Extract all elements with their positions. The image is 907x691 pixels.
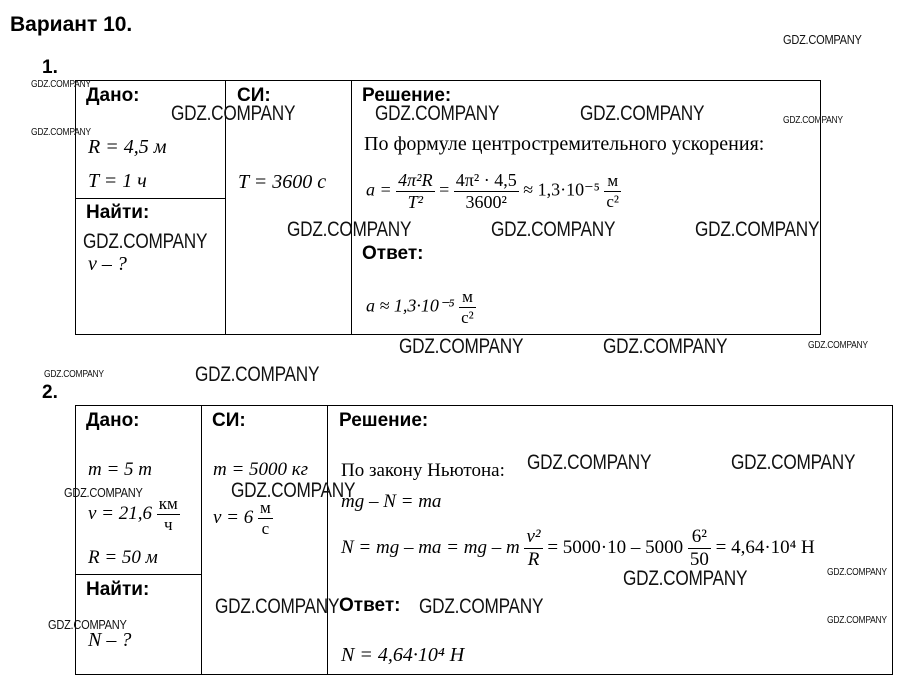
watermark: GDZ.COMPANY — [419, 595, 544, 618]
watermark: GDZ.COMPANY — [827, 567, 887, 578]
problem-1-answer-header: Ответ: — [362, 243, 424, 264]
watermark: GDZ.COMPANY — [375, 102, 500, 125]
problem-2-si-header: СИ: — [212, 410, 246, 431]
watermark: GDZ.COMPANY — [287, 218, 412, 241]
problem-1-find-header: Найти: — [86, 202, 150, 223]
watermark: GDZ.COMPANY — [31, 79, 91, 90]
watermark: GDZ.COMPANY — [623, 567, 748, 590]
watermark: GDZ.COMPANY — [44, 369, 104, 380]
watermark: GDZ.COMPANY — [195, 363, 320, 386]
answer-unit-fraction: $\frac{м}{\text{с²}}$ — [461, 287, 474, 327]
v2r-fraction: $\frac{\text{v²}}{R}$ — [526, 526, 541, 570]
watermark: GDZ.COMPANY — [171, 102, 296, 125]
problem-1-si-header: СИ: — [237, 85, 271, 106]
unit-fraction: $\frac{м}{\text{с²}}$ — [606, 171, 620, 211]
problem-2-given-m: m = 5 т — [88, 459, 153, 480]
page-title: Вариант 10. — [10, 13, 133, 36]
watermark: GDZ.COMPANY — [731, 451, 856, 474]
watermark: GDZ.COMPANY — [827, 615, 887, 626]
problem-2-given-r: R = 50 м — [88, 547, 158, 568]
problem-2-given-header: Дано: — [86, 410, 140, 431]
watermark: GDZ.COMPANY — [527, 451, 652, 474]
problem-1-solution-header: Решение: — [362, 85, 452, 106]
problem-1-number: 1. — [42, 57, 58, 78]
problem-2-solution-header: Решение: — [339, 410, 429, 431]
watermark: GDZ.COMPANY — [399, 335, 524, 358]
watermark: GDZ.COMPANY — [83, 230, 208, 253]
watermark: GDZ.COMPANY — [64, 485, 143, 500]
watermark: GDZ.COMPANY — [783, 115, 843, 126]
fraction-2: $\frac{\text{4π² · 4,5}}{\text{3600²}}$ — [455, 170, 517, 212]
problem-2-answer-header: Ответ: — [339, 595, 401, 616]
watermark: GDZ.COMPANY — [808, 340, 868, 351]
problem-1-equation: a = $\frac{\text{4π²R}}{\text{T²}}$ = $\frac{\text{4π² · 4,5}}{\text{3600²}}$ ≈ 1,3·10⁻⁵ $\frac{м}{\text{с²}}$ — [366, 170, 620, 212]
fraction-1: $\frac{\text{4π²R}}{\text{T²}}$ — [398, 170, 433, 212]
ms-fraction: $\frac{м}{с}$ — [260, 498, 271, 538]
problem-2-given-v: v = 21,6 $\frac{км}{ч}$ — [88, 494, 178, 534]
watermark: GDZ.COMPANY — [215, 595, 340, 618]
watermark: GDZ.COMPANY — [580, 102, 705, 125]
six-sq-fraction: $\frac{\text{6²}}{50}$ — [689, 526, 709, 570]
watermark: GDZ.COMPANY — [231, 479, 356, 502]
watermark: GDZ.COMPANY — [603, 335, 728, 358]
problem-2-eq1: mg – N = ma — [341, 491, 442, 512]
problem-2-eq2: N = mg – ma = mg – m $\frac{\text{v²}}{R}$ = 5000·10 – 5000 $\frac{\text{6²}}{50}$ = 4,64·10⁴ Н — [341, 526, 815, 570]
kmh-fraction: $\frac{км}{ч}$ — [158, 494, 178, 534]
problem-2-si-v: v = 6 $\frac{м}{с}$ — [213, 498, 271, 538]
problem-2-si-m: m = 5000 кг — [213, 459, 309, 480]
problem-2-number: 2. — [42, 382, 58, 403]
problem-2-answer: N = 4,64·10⁴ Н — [341, 644, 465, 666]
problem-1-given-header: Дано: — [86, 85, 140, 106]
watermark: GDZ.COMPANY — [48, 617, 127, 632]
problem-1-given-t: T = 1 ч — [88, 170, 147, 192]
watermark: GDZ.COMPANY — [31, 127, 91, 138]
problem-2-find-header: Найти: — [86, 579, 150, 600]
problem-1-formula-text: По формуле центростремительного ускорения: — [364, 133, 765, 155]
watermark: GDZ.COMPANY — [695, 218, 820, 241]
watermark: GDZ.COMPANY — [783, 32, 862, 47]
watermark: GDZ.COMPANY — [491, 218, 616, 241]
problem-2-find-value: N – ? — [88, 629, 132, 651]
problem-1-find-value: v – ? — [88, 253, 127, 275]
problem-1-si-t: T = 3600 с — [238, 171, 327, 193]
problem-2-law-text: По закону Ньютона: — [341, 460, 505, 481]
problem-1-given-r: R = 4,5 м — [88, 136, 167, 158]
problem-1-answer: a ≈ 1,3·10⁻⁵ $\frac{м}{\text{с²}}$ — [366, 287, 474, 327]
eq-lhs: a = — [366, 179, 392, 200]
